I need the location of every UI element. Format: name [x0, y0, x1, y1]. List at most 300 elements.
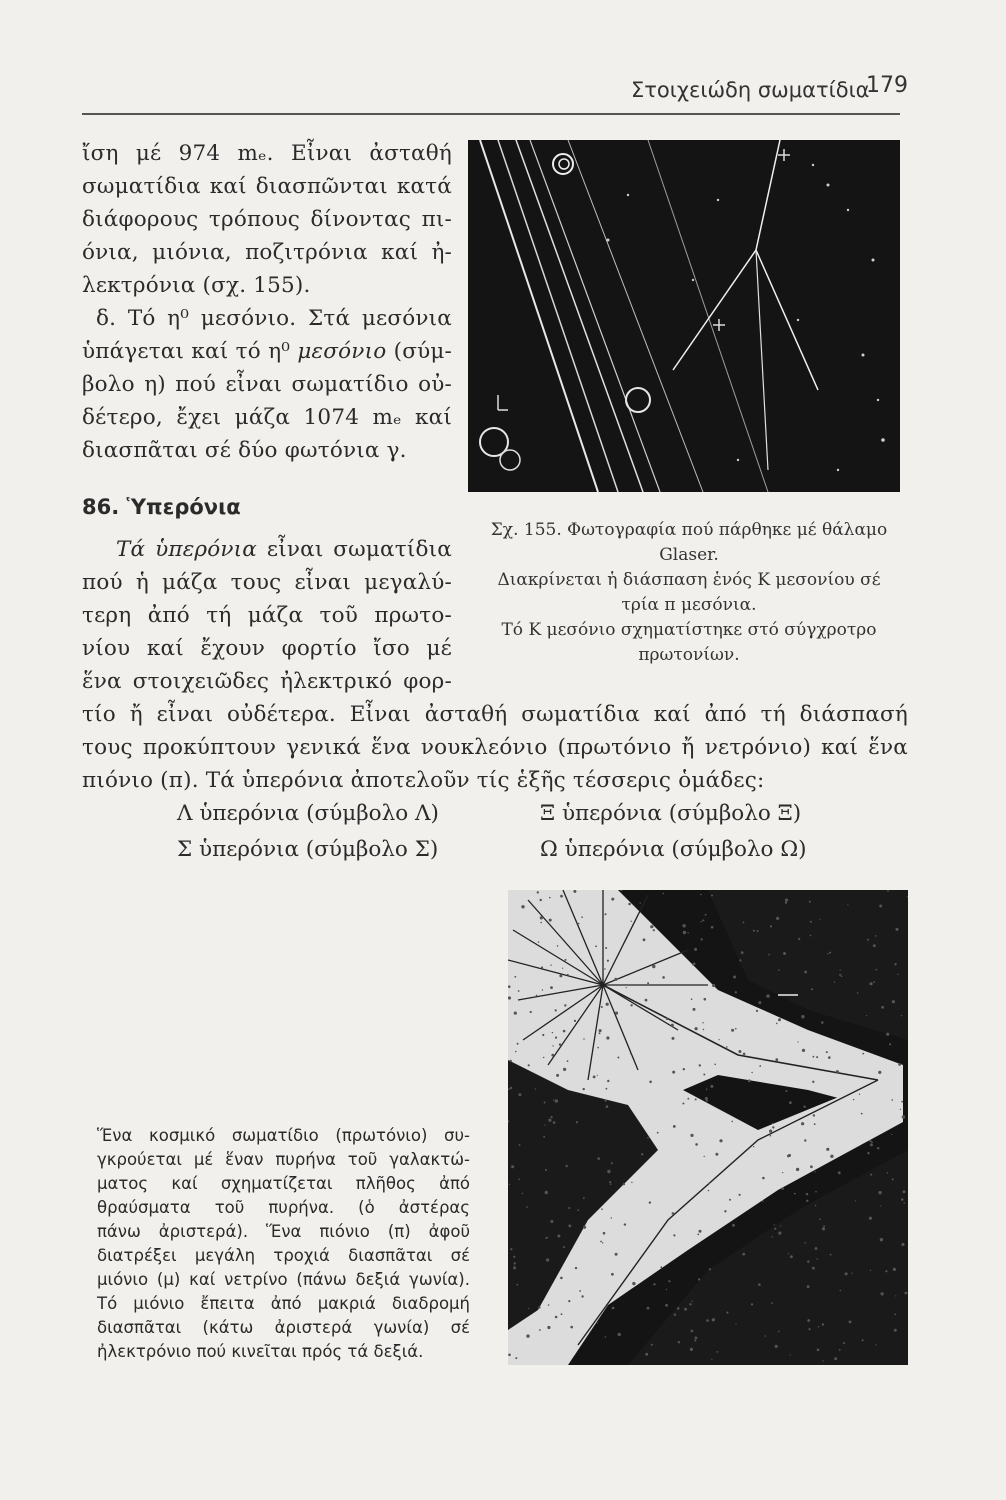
emulsion-grain	[563, 1030, 566, 1033]
emulsion-grain	[896, 928, 899, 931]
emulsion-grain	[873, 981, 875, 983]
emulsion-grain	[551, 1054, 554, 1057]
emulsion-grain	[778, 1018, 781, 1021]
emulsion-grain	[817, 1259, 818, 1260]
running-header: Στοιχειώδη σωματίδια	[631, 78, 870, 102]
emulsion-grain	[895, 1295, 896, 1296]
emulsion-grain	[738, 1050, 741, 1053]
emulsion-grain	[704, 998, 707, 1001]
emulsion-grain	[575, 1267, 577, 1269]
emulsion-grain	[869, 1217, 872, 1220]
emulsion-grain	[762, 1200, 764, 1202]
emulsion-grain	[559, 1043, 561, 1045]
emulsion-grain	[693, 1008, 696, 1011]
emulsion-grain	[647, 1137, 649, 1139]
emulsion-grain	[806, 1193, 808, 1195]
emulsion-grain	[719, 1039, 720, 1040]
emulsion-grain	[666, 1289, 667, 1290]
emulsion-grain	[599, 1032, 601, 1034]
emulsion-grain	[770, 925, 772, 927]
emulsion-grain	[787, 1155, 790, 1158]
emulsion-grain	[657, 1132, 659, 1134]
emulsion-grain	[684, 1308, 687, 1311]
emulsion-grain	[510, 1248, 512, 1250]
emulsion-grain	[817, 1349, 820, 1352]
text-line: νίου καί ἔχουν φορτίο ἴσο μέ	[82, 636, 452, 661]
emulsion-grain	[508, 1088, 510, 1090]
emulsion-grain	[542, 1034, 544, 1036]
emulsion-grain	[550, 1220, 553, 1223]
emulsion-grain	[595, 945, 597, 947]
emulsion-grain	[687, 932, 688, 933]
emulsion-grain	[694, 1340, 696, 1342]
caption-line: πάνω ἀριστερά). Ἕνα πιόνιο (π) ἀφοῦ	[97, 1222, 470, 1241]
emulsion-grain	[711, 926, 714, 929]
emulsion-grain	[700, 894, 702, 896]
emulsion-grain	[814, 1171, 815, 1172]
emulsion-grain	[673, 1234, 675, 1236]
emulsion-grain	[870, 1174, 872, 1176]
emulsion-grain	[671, 1024, 674, 1027]
text-line: ὑπάγεται καί τό η⁰ μεσόνιο (σύμ-	[82, 339, 453, 364]
emulsion-grain	[878, 1191, 881, 1194]
emulsion-grain	[807, 1319, 810, 1322]
emulsion-grain	[702, 1022, 703, 1023]
emulsion-grain	[897, 974, 898, 975]
emulsion-grain	[522, 1193, 523, 1194]
emulsion-grain	[866, 1015, 867, 1016]
emulsion-grain	[599, 1029, 602, 1032]
emulsion-grain	[768, 954, 770, 956]
emulsion-grain	[513, 1256, 515, 1258]
emulsion-grain	[775, 1345, 778, 1348]
emulsion-grain	[606, 1036, 609, 1039]
emulsion-grain	[640, 902, 641, 903]
emulsion-grain	[807, 1285, 810, 1288]
emulsion-grain	[555, 1009, 557, 1011]
emulsion-grain	[647, 982, 649, 984]
emulsion-grain	[702, 919, 704, 921]
emulsion-grain	[557, 945, 559, 947]
list-item: Ω ὑπερόνια (σύμβολο Ω)	[540, 837, 807, 862]
emulsion-grain	[536, 995, 538, 997]
emulsion-grain	[814, 1123, 816, 1125]
emulsion-grain	[822, 1360, 823, 1361]
emulsion-grain	[818, 1326, 819, 1327]
emulsion-grain	[751, 1072, 752, 1073]
emulsion-grain	[652, 965, 655, 968]
emulsion-grain	[708, 1182, 710, 1184]
emulsion-grain	[662, 976, 665, 979]
section-heading: 86. Ὑπερόνια	[82, 495, 241, 519]
emulsion-grain	[733, 976, 736, 979]
emulsion-grain	[545, 1191, 548, 1194]
emulsion-grain	[683, 931, 686, 934]
emulsion-grain	[583, 1038, 584, 1039]
emulsion-grain	[650, 925, 653, 928]
caption-line: θραύσματα τοῦ πυρήνα. (ὁ ἀστέρας	[97, 1198, 470, 1217]
caption-line: πρωτονίων.	[638, 645, 740, 665]
emulsion-grain	[601, 1006, 603, 1008]
emulsion-grain	[699, 1064, 701, 1066]
emulsion-grain	[862, 1339, 864, 1341]
emulsion-grain	[605, 913, 607, 915]
emulsion-grain	[703, 1074, 705, 1076]
emulsion-grain	[579, 1290, 581, 1292]
emulsion-grain	[550, 986, 553, 989]
emulsion-grain	[766, 994, 769, 997]
emulsion-grain	[515, 1051, 517, 1053]
emulsion-grain	[651, 1344, 653, 1346]
emulsion-grain	[611, 1217, 612, 1218]
emulsion-grain	[559, 974, 562, 977]
emulsion-grain	[715, 1153, 718, 1156]
emulsion-grain	[785, 902, 787, 904]
emulsion-grain	[891, 1099, 893, 1101]
emulsion-grain	[753, 1146, 754, 1147]
emulsion-grain	[607, 1080, 609, 1082]
emulsion-grain	[538, 941, 540, 943]
emulsion-grain	[519, 1144, 521, 1146]
emulsion-grain	[690, 1134, 693, 1137]
emulsion-grain	[612, 1307, 615, 1310]
emulsion-grain	[781, 1187, 784, 1190]
emulsion-grain	[607, 960, 609, 962]
emulsion-grain	[870, 982, 873, 985]
emulsion-grain	[514, 976, 516, 978]
emulsion-grain	[769, 1130, 772, 1133]
emulsion-grain	[862, 1053, 864, 1055]
emulsion-grain	[732, 1224, 735, 1227]
emulsion-grain	[556, 1074, 559, 1077]
emulsion-grain	[726, 1046, 728, 1048]
emulsion-grain	[690, 1348, 693, 1351]
emulsion-grain	[515, 1357, 517, 1359]
emulsion-grain	[840, 970, 841, 971]
emulsion-grain	[605, 1336, 607, 1338]
emulsion-grain	[901, 1243, 904, 1246]
emulsion-grain	[665, 1304, 668, 1307]
emulsion-grain	[892, 1000, 895, 1003]
emulsion-grain	[812, 1081, 814, 1083]
emulsion-grain	[859, 1094, 860, 1095]
emulsion-grain	[772, 1236, 773, 1237]
caption-line: Τό Κ μεσόνιο σχηματίστηκε στό σύγχροτρο	[501, 620, 877, 640]
emulsion-grain	[548, 1119, 551, 1122]
emulsion-grain	[521, 905, 524, 908]
emulsion-grain	[630, 1053, 632, 1055]
emulsion-grain	[881, 1292, 884, 1295]
emulsion-grain	[553, 1100, 554, 1101]
emulsion-grain	[875, 935, 877, 937]
emulsion-grain	[674, 1314, 676, 1316]
emulsion-grain	[794, 1193, 796, 1195]
emulsion-grain	[687, 1098, 689, 1100]
emulsion-grain	[886, 1033, 889, 1036]
emulsion-grain	[853, 1099, 854, 1100]
emulsion-grain	[689, 1303, 691, 1305]
emulsion-grain	[695, 1027, 698, 1030]
emulsion-grain	[801, 1122, 804, 1125]
emulsion-grain	[508, 985, 511, 988]
emulsion-grain	[699, 1230, 702, 1233]
emulsion-grain	[809, 901, 811, 903]
emulsion-grain	[683, 1068, 685, 1070]
emulsion-grain	[804, 971, 807, 974]
emulsion-grain	[834, 981, 835, 982]
emulsion-grain	[511, 1165, 514, 1168]
emulsion-grain	[557, 1235, 560, 1238]
emulsion-grain	[811, 988, 813, 990]
emulsion-grain	[810, 921, 812, 923]
emulsion-grain	[583, 1197, 585, 1199]
emulsion-grain	[645, 1353, 648, 1356]
emulsion-grain	[789, 1101, 792, 1104]
emulsion-grain	[552, 1032, 553, 1033]
emulsion-grain	[889, 1043, 891, 1045]
emulsion-grain	[711, 1359, 712, 1360]
paragraph-1	[82, 137, 452, 302]
emulsion-grain	[540, 899, 542, 901]
emulsion-grain	[672, 1212, 675, 1215]
emulsion-grain	[508, 1354, 511, 1357]
emulsion-grain	[682, 1103, 684, 1105]
emulsion-grain	[714, 1064, 716, 1066]
emulsion-grain	[867, 939, 869, 941]
emulsion-grain	[630, 1004, 632, 1006]
page-number: 179	[866, 73, 908, 98]
emulsion-grain	[617, 1057, 619, 1059]
emulsion-grain	[647, 1307, 650, 1310]
emulsion-grain	[804, 1139, 806, 1141]
emulsion-grain	[695, 1337, 698, 1340]
emulsion-grain	[568, 1225, 571, 1228]
emulsion-grain	[555, 1316, 558, 1319]
emulsion-grain	[514, 1265, 515, 1266]
emulsion-grain	[517, 1043, 519, 1045]
caption-line: Διακρίνεται ἡ διάσπαση ἑνός Κ μεσονίου σέ	[497, 570, 881, 590]
emulsion-grain	[845, 1272, 848, 1275]
emulsion-grain	[555, 1037, 557, 1039]
emulsion-grain	[611, 898, 614, 901]
emulsion-grain	[703, 1029, 704, 1030]
emulsion-grain	[735, 991, 737, 993]
emulsion-grain	[514, 1262, 516, 1264]
emulsion-grain	[605, 947, 607, 949]
caption-line: γκρούεται μέ ἕναν πυρήνα τοῦ γαλακτώ-	[97, 1150, 470, 1169]
text-line: διάφορους τρόπους δίνοντας πι-	[82, 207, 452, 232]
emulsion-grain	[546, 1237, 548, 1239]
emulsion-grain	[597, 1157, 600, 1160]
emulsion-grain	[803, 1106, 805, 1108]
emulsion-grain	[716, 1351, 718, 1353]
emulsion-grain	[836, 1070, 839, 1073]
emulsion-grain	[563, 1246, 565, 1248]
emulsion-grain	[887, 890, 889, 892]
emulsion-grain	[708, 1190, 710, 1192]
emulsion-grain	[623, 1183, 625, 1185]
emulsion-grain	[573, 890, 576, 893]
emulsion-grain	[564, 1004, 566, 1006]
emulsion-grain	[772, 1123, 773, 1124]
emulsion-grain	[867, 1152, 869, 1154]
caption-line: διασπᾶται (κάτω ἀριστερά γωνία) σέ	[97, 1318, 470, 1337]
emulsion-grain	[807, 1260, 809, 1262]
emulsion-grain	[757, 930, 759, 932]
emulsion-grain	[748, 1079, 751, 1082]
emulsion-grain	[693, 963, 696, 966]
caption-line: διατρέξει μεγάλη τροχιά διασπᾶται σέ	[97, 1246, 470, 1265]
emulsion-grain	[857, 992, 859, 994]
emulsion-grain	[698, 1278, 700, 1280]
emulsion-grain	[828, 1056, 831, 1059]
emulsion-grain	[847, 904, 848, 905]
emulsion-grain	[840, 1290, 842, 1292]
emulsion-grain	[849, 1321, 852, 1324]
header-rule	[82, 113, 900, 115]
emulsion-grain	[678, 1341, 680, 1343]
emulsion-grain	[604, 968, 606, 970]
emulsion-grain	[726, 1312, 728, 1314]
emulsion-grain	[563, 1068, 566, 1071]
emulsion-grain	[641, 1153, 643, 1155]
emulsion-grain	[900, 1109, 901, 1110]
emulsion-grain	[869, 1140, 871, 1142]
figure-155-caption	[466, 518, 912, 668]
caption-line: ματος καί σχηματίζεται πλῆθος ἀπό	[97, 1174, 470, 1193]
emulsion-grain	[577, 1209, 579, 1211]
emulsion-grain	[701, 921, 702, 922]
emulsion-grain	[892, 1178, 894, 1180]
emulsion-grain	[826, 1148, 829, 1151]
emulsion-grain	[829, 952, 831, 954]
emulsion-grain	[666, 1017, 669, 1020]
emulsion-grain	[775, 1058, 778, 1061]
emulsion-grain	[758, 1001, 761, 1004]
emulsion-grain	[602, 1242, 603, 1243]
emulsion-grain	[830, 1254, 832, 1256]
emulsion-grain	[778, 1232, 781, 1235]
emulsion-grain	[516, 1284, 518, 1286]
emulsion-grain	[798, 938, 800, 940]
emulsion-grain	[539, 1329, 541, 1331]
caption-line: Τό μιόνιο ἔπειτα ἀπό μακριά διαδρομή	[97, 1294, 470, 1313]
emulsion-grain	[903, 1190, 906, 1193]
emulsion-grain	[526, 1334, 529, 1337]
emulsion-grain	[861, 1113, 863, 1115]
paragraph-3-continued	[82, 698, 908, 797]
emulsion-grain	[878, 1071, 881, 1074]
emulsion-grain	[615, 1253, 618, 1256]
emulsion-grain	[583, 1226, 586, 1229]
emulsion-grain	[597, 1322, 598, 1323]
emulsion-grain	[905, 1292, 908, 1295]
emulsion-grain	[783, 952, 786, 955]
emulsion-grain	[542, 989, 543, 990]
emulsion-grain	[632, 1282, 635, 1285]
emulsion-grain	[548, 1304, 550, 1306]
emulsion-grain	[706, 1319, 709, 1322]
emulsion-grain	[704, 1156, 705, 1157]
emulsion-grain	[528, 1308, 529, 1309]
emulsion-grain	[839, 1349, 841, 1351]
emulsion-grain	[692, 1301, 693, 1302]
emulsion-grain	[673, 1125, 676, 1128]
emulsion-grain	[739, 959, 741, 961]
emulsion-grain	[770, 1135, 772, 1137]
emulsion-grain	[841, 975, 843, 977]
emulsion-grain	[901, 1015, 902, 1016]
text-line: ἴση μέ 974 mₑ. Εἶναι ἀσταθή	[82, 141, 452, 166]
emulsion-grain	[606, 1105, 609, 1108]
emulsion-grain	[710, 1085, 713, 1088]
emulsion-grain	[877, 1147, 879, 1149]
emulsion-grain	[603, 1232, 606, 1235]
text-line: βολο η) πού εἶναι σωματίδιο οὐ-	[82, 372, 452, 397]
text-line: δ. Τό η⁰ μεσόνιο. Στά μεσόνια	[96, 306, 452, 331]
emulsion-grain	[753, 930, 755, 932]
emulsion-grain	[518, 990, 520, 992]
emulsion-grain	[550, 964, 551, 965]
emulsion-grain	[891, 1134, 892, 1135]
emulsion-grain	[901, 1198, 904, 1201]
emulsion-grain	[615, 1012, 618, 1015]
emulsion-grain	[901, 1101, 903, 1103]
emulsion-grain	[885, 1270, 887, 1272]
emulsion-grain	[697, 1234, 699, 1236]
emulsion-grain	[843, 1342, 845, 1344]
emulsion-grain	[545, 1169, 547, 1171]
emulsion-grain	[712, 1318, 715, 1321]
emulsion-grain	[611, 1273, 614, 1276]
emulsion-grain	[709, 1268, 711, 1270]
emulsion-grain	[743, 1053, 746, 1056]
text-line: τους προκύπτουν γενικά ἕνα νουκλεόνιο (πρωτόνιο ἤ νετρόνιο) καί ἕνα	[82, 735, 908, 760]
emulsion-grain	[838, 1171, 841, 1174]
caption-line: Glaser.	[659, 545, 719, 565]
emulsion-grain	[751, 1303, 753, 1305]
emulsion-grain	[606, 1003, 609, 1006]
emulsion-grain	[513, 1267, 516, 1270]
emulsion-grain	[601, 1208, 603, 1210]
emulsion-grain	[578, 923, 580, 925]
emulsion-grain	[614, 978, 617, 981]
caption-line: Ἕνα κοσμικό σωματίδιο (πρωτόνιο) συ-	[97, 1126, 470, 1145]
emulsion-grain	[691, 998, 693, 1000]
paragraph-3	[82, 533, 452, 698]
emulsion-grain	[631, 1182, 632, 1183]
emulsion-grain	[778, 1331, 780, 1333]
emulsion-grain	[839, 974, 841, 976]
emulsion-grain	[618, 1333, 621, 1336]
emulsion-grain	[561, 1313, 563, 1315]
emulsion-grain	[544, 1102, 546, 1104]
text-line: δέτερο, ἔχει μάζα 1074 mₑ καί	[82, 405, 452, 430]
emulsion-grain	[739, 1194, 741, 1196]
emulsion-grain	[663, 893, 665, 895]
emulsion-grain	[706, 1088, 708, 1090]
emulsion-grain	[597, 1075, 598, 1076]
emulsion-grain	[514, 1012, 517, 1015]
emulsion-grain	[711, 895, 713, 897]
emulsion-grain	[555, 1099, 558, 1102]
emulsion-grain	[782, 1172, 783, 1173]
emulsion-grain	[801, 1015, 804, 1018]
emulsion-grain	[653, 1283, 655, 1285]
emulsion-grain	[649, 1201, 651, 1203]
emulsion-grain	[743, 922, 745, 924]
emulsion-grain	[790, 1354, 791, 1355]
